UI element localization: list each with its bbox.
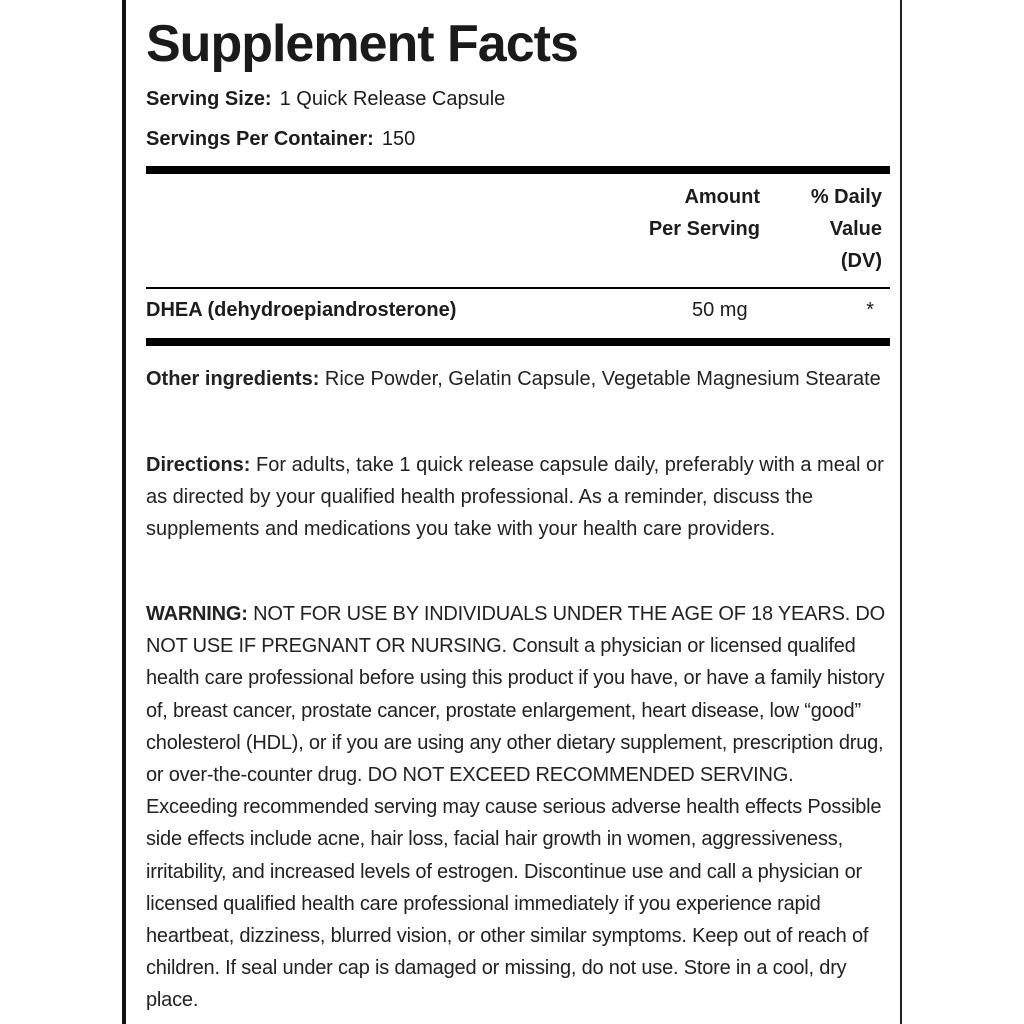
ingredient-name: DHEA (dehydroepiandrosterone) bbox=[146, 299, 457, 321]
warning-text: NOT FOR USE BY INDIVIDUALS UNDER THE AGE OF 18 YEARS. DO NOT USE IF PREGNANT OR NURSING. Consult a physician or licensed qualifed health care professional before using this product if you have, or have a family history of, breast cancer, prostate cancer, prostate enlargement, heart disease, low “good” cholesterol (HDL), or if you are using any other dietary supplement, prescription drug, or over-the-counter drug. DO NOT EXCEED RECOMMENDED SERVING. Exceeding recommended serving may cause serious adverse health effects Possible side effects include acne, hair loss, facial hair growth in women, aggressiveness, irritability, and increased levels of estrogen. Discontinue use and call a physician or licensed qualified health care professional immediately if you experience rapid heartbeat, dizziness, blurred vision, or other similar symptoms. Keep out of reach of children. If seal under cap is damaged or missing, do not use. Store in a cool, dry place. bbox=[146, 603, 886, 1012]
page-title: Supplement Facts bbox=[146, 15, 578, 73]
column-header-daily-value bbox=[811, 181, 882, 277]
ingredient-amount: 50 mg bbox=[692, 299, 748, 321]
serving-size-value: 1 Quick Release Capsule bbox=[279, 88, 506, 110]
servings-per-container-value: 150 bbox=[381, 128, 416, 150]
directions bbox=[146, 449, 890, 545]
directions-label: Directions: bbox=[146, 454, 251, 476]
column-header-dv-line3: (DV) bbox=[840, 250, 882, 272]
other-ingredients bbox=[146, 363, 890, 395]
column-header-dv-line1: % Daily bbox=[810, 186, 882, 208]
serving-size bbox=[146, 88, 505, 111]
supplement-facts-panel bbox=[122, 0, 902, 1024]
divider-thick-top bbox=[146, 166, 890, 174]
directions-text: For adults, take 1 quick release capsule daily, preferably with a meal or as directed by your qualified health professional. As a reminder, discuss the supplements and medications you take with your health care providers. bbox=[146, 454, 884, 540]
serving-size-label: Serving Size: bbox=[146, 88, 272, 110]
column-header-dv-line2: Value bbox=[829, 218, 882, 240]
divider-thin bbox=[146, 287, 890, 289]
servings-per-container bbox=[146, 128, 415, 151]
column-header-amount-line1: Amount bbox=[684, 186, 760, 208]
other-ingredients-text: Rice Powder, Gelatin Capsule, Vegetable Magnesium Stearate bbox=[324, 368, 881, 390]
ingredient-daily-value: * bbox=[866, 299, 874, 321]
column-header-amount-line2: Per Serving bbox=[648, 218, 760, 240]
warning bbox=[146, 598, 890, 1017]
servings-per-container-label: Servings Per Container: bbox=[146, 128, 374, 150]
column-header-amount bbox=[649, 181, 760, 245]
other-ingredients-label: Other ingredients: bbox=[146, 368, 320, 390]
divider-thick-bottom bbox=[146, 338, 890, 346]
warning-label: WARNING: bbox=[146, 603, 248, 625]
